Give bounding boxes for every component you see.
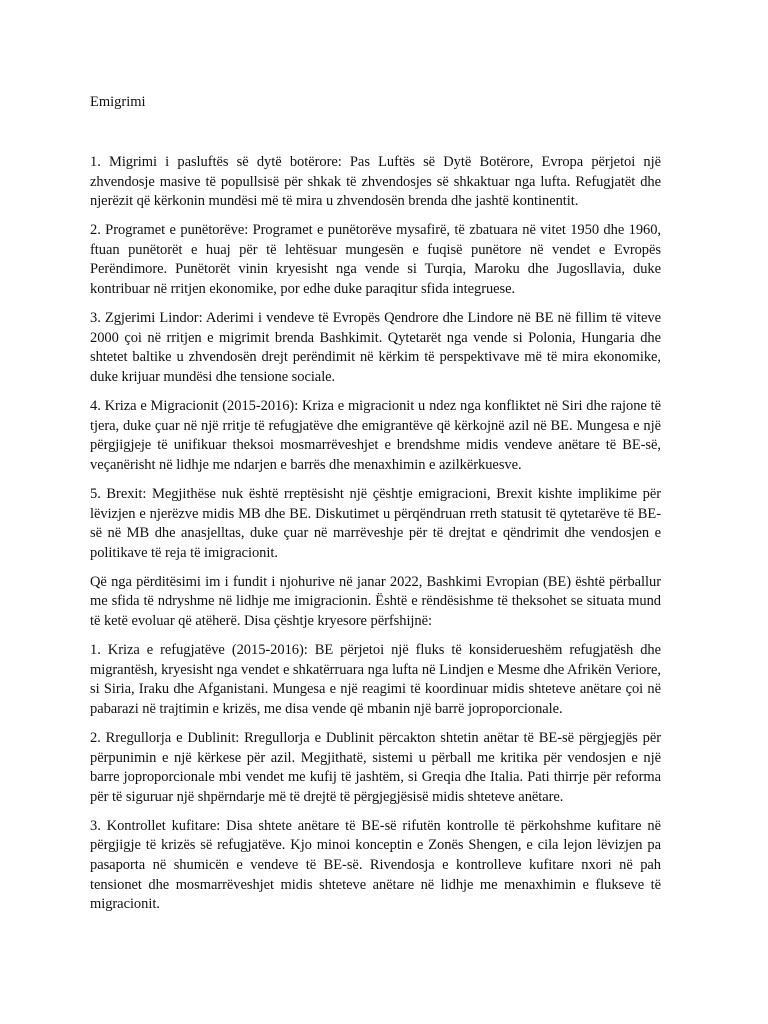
paragraph-postwar-migration: 1. Migrimi i pasluftës së dytë botërore: Pas Luftës së Dytë Botërore, Evropa përjetoi një zhvendosje masive të popullsisë për shkak të zhvendosjes së shkaktuar nga lufta. Refugjatët dhe njerëzit që kërkonin mundësi më të mira u zhvendosën brenda dhe jashtë kontinentit. [90, 154, 661, 210]
paragraph-border-controls: 3. Kontrollet kufitare: Disa shtete anëtare të BE-së rifutën kontrolle të përkohshme kufitare në përgjigje të krizës së refugjatëve. Kjo minoi konceptin e Zonës Shengen, e cila lejon lëvizjen pa pasaporta në shumicën e vendeve të BE-së. Rivendosja e kontrolleve kufitare nxori në pah tensionet dhe mosmarrëveshjet midis shteteve anëtare në lidhje me menaxhimin e flukseve të migracionit. [90, 817, 661, 913]
paragraph-dublin-regulation: 2. Rregullorja e Dublinit: Rregullorja e Dublinit përcakton shtetin anëtar të BE-së përgjegjës për përpunimin e një kërkese për azil. Megjithatë, sistemi u përball me kritika për vendosjen e një barre joproporcionale mbi vendet me kufij të jashtëm, si Greqia dhe Italia. Pati thirrje për reforma për të siguruar një shpërndarje më të drejtë të përgjegjësisë midis shteteve anëtare. [90, 729, 661, 805]
paragraph-guest-workers: 2. Programet e punëtorëve: Programet e punëtorëve mysafirë, të zbatuara në vitet 1950 dhe 1960, ftuan punëtorët e huaj për të lehtësuar mungesën e fuqisë punëtore në vendet e Evropës Perëndimore. Punëtorët vinin kryesisht nga vende si Turqia, Maroku dhe Jugosllavia, duke kontribuar në rritjen ekonomike, por edhe duke paraqitur sfida integruese. [90, 222, 661, 298]
paragraph-brexit: 5. Brexit: Megjithëse nuk është rreptësisht një çështje emigracioni, Brexit kishte implikime për lëvizjen e njerëzve midis MB dhe BE. Diskutimet u përqëndruan rreth statusit të qytetarëve të BE-së në MB dhe anasjelltas, duke çuar në marrëveshje për të drejtat e qëndrimit dhe vendosjen e politikave të reja të imigracionit. [90, 485, 661, 561]
paragraph-refugee-crisis: 1. Kriza e refugjatëve (2015-2016): BE përjetoi një fluks të konsiderueshëm refugjatësh dhe migrantësh, kryesisht nga vendet e shkatërruara nga lufta në Lindjen e Mesme dhe Afrikën Veriore, si Siria, Iraku dhe Afganistani. Mungesa e një reagimi të koordinuar midis shteteve anëtare çoi në pabarazi në trajtimin e krizës, me disa vende që mbanin një barrë joproporcionale. [90, 642, 661, 717]
document-title: Emigrimi [90, 94, 146, 110]
paragraph-intro-current-issues: Që nga përditësimi im i fundit i njohurive në janar 2022, Bashkimi Evropian (BE) është përballur me sfida të ndryshme në lidhje me imigracionin. Është e rëndësishme të theksohet se situata mund të ketë evoluar që atëherë. Disa çështje kryesore përfshijnë: [90, 573, 661, 629]
paragraph-eastern-enlargement: 3. Zgjerimi Lindor: Aderimi i vendeve të Evropës Qendrore dhe Lindore në BE në fillim të viteve 2000 çoi në rritjen e migrimit brenda Bashkimit. Qytetarët nga vende si Polonia, Hungaria dhe shtetet baltike u zhvendosën drejt perëndimit në kërkim të perspektivave më të mira ekonomike, duke krijuar mundësi dhe tensione sociale. [90, 310, 661, 385]
paragraph-migration-crisis: 4. Kriza e Migracionit (2015-2016): Kriza e migracionit u ndez nga konfliktet në Siri dhe rajone të tjera, duke çuar në një rritje të refugjatëve dhe emigrantëve që kërkojnë azil në BE. Mungesa e një përgjigjeje të unifikuar theksoi mosmarrëveshjet e brendshme midis vendeve anëtare të BE-së, veçanërisht në lidhje me ndarjen e barrës dhe menaxhimin e azilkërkuesve. [90, 398, 661, 473]
